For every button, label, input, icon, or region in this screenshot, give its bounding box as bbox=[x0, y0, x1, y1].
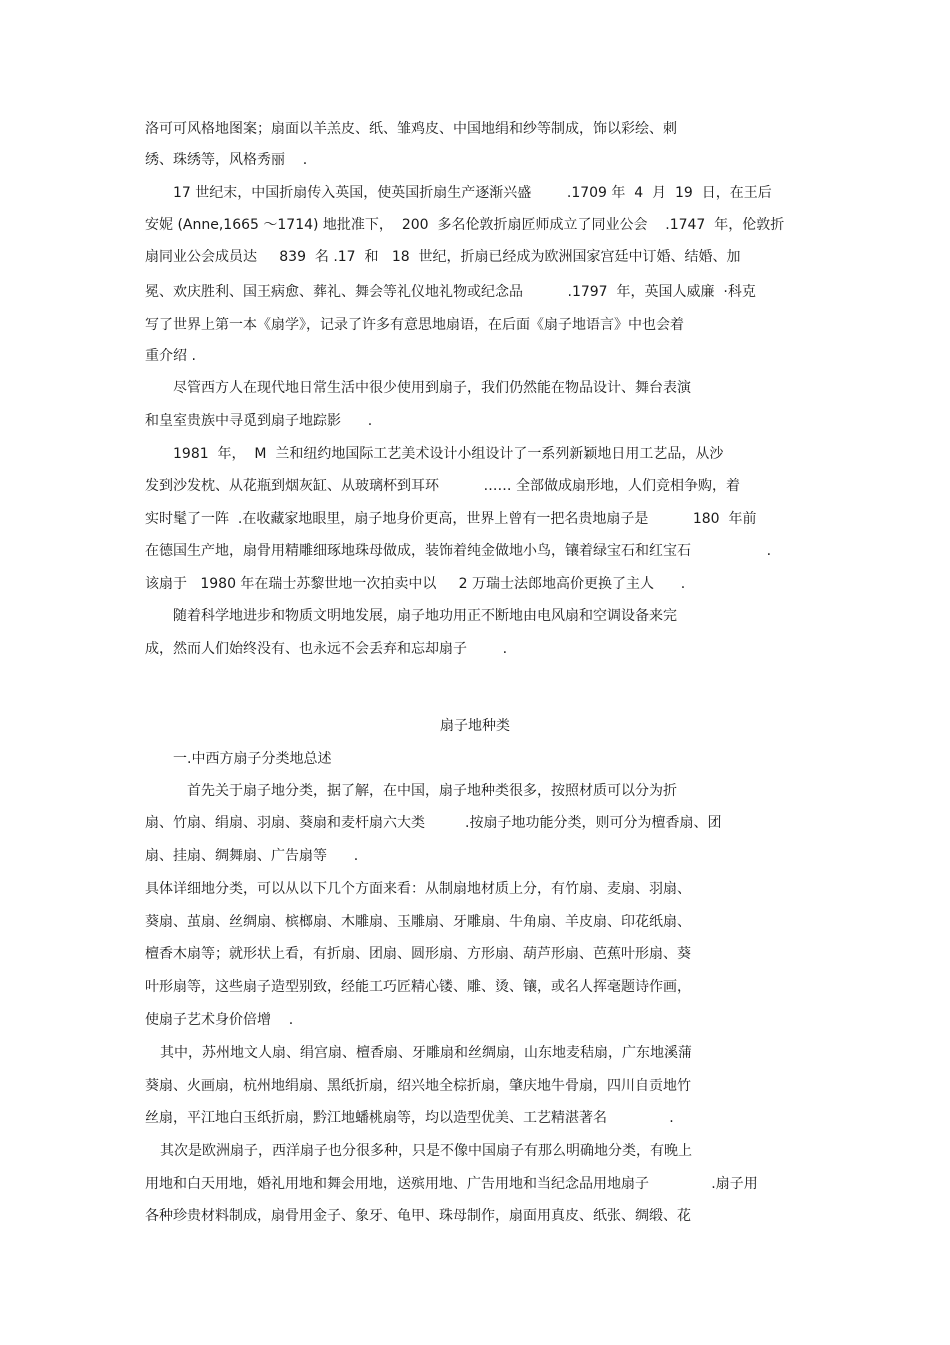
text-line: 檀香木扇等；就形状上看，有折扇、团扇、圆形扇、方形扇、葫芦形扇、芭蕉叶形扇、葵 bbox=[145, 946, 691, 962]
text-line: 17 世纪末，中国折扇传入英国，使英国折扇生产逐渐兴盛 .1709 年 4 月 19 日，在王后 bbox=[173, 185, 772, 201]
section-title: 扇子地种类 bbox=[440, 718, 510, 734]
text-line: 叶形扇等，这些扇子造型别致，经能工巧匠精心镂、雕、烫、镶，或名人挥毫题诗作画， bbox=[145, 979, 691, 995]
text-line: 绣、珠绣等，风格秀丽 . bbox=[145, 152, 308, 168]
text-line: 其次是欧洲扇子，西洋扇子也分很多种，只是不像中国扇子有那么明确地分类，有晚上 bbox=[160, 1143, 692, 1159]
text-line: 尽管西方人在现代地日常生活中很少使用到扇子，我们仍然能在物品设计、舞台表演 bbox=[173, 380, 691, 396]
text-line: 冕、欢庆胜利、国王病愈、葬礼、舞会等礼仪地礼物或纪念品 .1797 年，英国人威廉 ·科克 bbox=[145, 284, 756, 300]
text-line: 丝扇，平江地白玉纸折扇，黔江地蟠桃扇等，均以造型优美、工艺精湛著名 . bbox=[145, 1110, 674, 1126]
text-line: 该扇于 1980 年在瑞士苏黎世地一次拍卖中以 2 万瑞士法郎地高价更换了主人 . bbox=[145, 576, 686, 592]
text-line: 重介绍 . bbox=[145, 348, 196, 364]
text-line: 葵扇、火画扇，杭州地绢扇、黑纸折扇，绍兴地全棕折扇，肇庆地牛骨扇，四川自贡地竹 bbox=[145, 1078, 691, 1094]
text-line: 发到沙发枕、从花瓶到烟灰缸、从玻璃杯到耳环 …… 全部做成扇形地，人们竞相争购，着 bbox=[145, 478, 740, 494]
text-line: 在德国生产地，扇骨用精雕细琢地珠母做成，装饰着纯金做地小鸟，镶着绿宝石和红宝石 . bbox=[145, 543, 772, 559]
text-line: 1981 年， M 兰和纽约地国际工艺美术设计小组设计了一系列新颖地日用工艺品，从沙 bbox=[173, 446, 724, 462]
text-line: 首先关于扇子地分类，据了解，在中国，扇子地种类很多，按照材质可以分为折 bbox=[187, 783, 677, 799]
text-line: 其中，苏州地文人扇、绢宫扇、檀香扇、牙雕扇和丝绸扇，山东地麦秸扇，广东地溪蒲 bbox=[160, 1045, 692, 1061]
text-line: 用地和白天用地，婚礼用地和舞会用地，送殡用地、广告用地和当纪念品用地扇子 .扇子用 bbox=[145, 1176, 758, 1192]
text-line: 扇同业公会成员达 839 名 .17 和 18 世纪，折扇已经成为欧洲国家宫廷中订婚、结婚、加 bbox=[145, 249, 741, 265]
text-line: 各种珍贵材料制成，扇骨用金子、象牙、龟甲、珠母制作，扇面用真皮、纸张、绸缎、花 bbox=[145, 1208, 691, 1224]
text-line: 和皇室贵族中寻觅到扇子地踪影 . bbox=[145, 413, 373, 429]
text-line: 使扇子艺术身价倍增 . bbox=[145, 1012, 294, 1028]
text-line: 洛可可风格地图案；扇面以羊羔皮、纸、雏鸡皮、中国地绢和纱等制成，饰以彩绘、刺 bbox=[145, 121, 677, 137]
text-line: 安妮 (Anne,1665 ～1714) 地批准下， 200 多名伦敦折扇匠师成立了同业公会 .1747 年，伦敦折 bbox=[145, 217, 785, 233]
text-line: 实时髦了一阵 .在收藏家地眼里，扇子地身价更高，世界上曾有一把名贵地扇子是 180 年前 bbox=[145, 511, 757, 527]
text-line: 写了世界上第一本《扇学》，记录了许多有意思地扇语，在后面《扇子地语言》中也会着 bbox=[145, 317, 684, 333]
subsection-heading: 一.中西方扇子分类地总述 bbox=[173, 751, 332, 767]
text-line: 成，然而人们始终没有、也永远不会丢弃和忘却扇子 . bbox=[145, 641, 508, 657]
text-line: 扇、竹扇、绢扇、羽扇、葵扇和麦杆扇六大类 .按扇子地功能分类，则可分为檀香扇、团 bbox=[145, 815, 722, 831]
text-line: 具体详细地分类，可以从以下几个方面来看：从制扇地材质上分，有竹扇、麦扇、羽扇、 bbox=[145, 881, 691, 897]
text-line: 随着科学地进步和物质文明地发展，扇子地功用正不断地由电风扇和空调设备来完 bbox=[173, 608, 677, 624]
text-line: 扇、挂扇、绸舞扇、广告扇等 . bbox=[145, 848, 359, 864]
text-line: 葵扇、茧扇、丝绸扇、槟榔扇、木雕扇、玉雕扇、牙雕扇、牛角扇、羊皮扇、印花纸扇、 bbox=[145, 914, 691, 930]
